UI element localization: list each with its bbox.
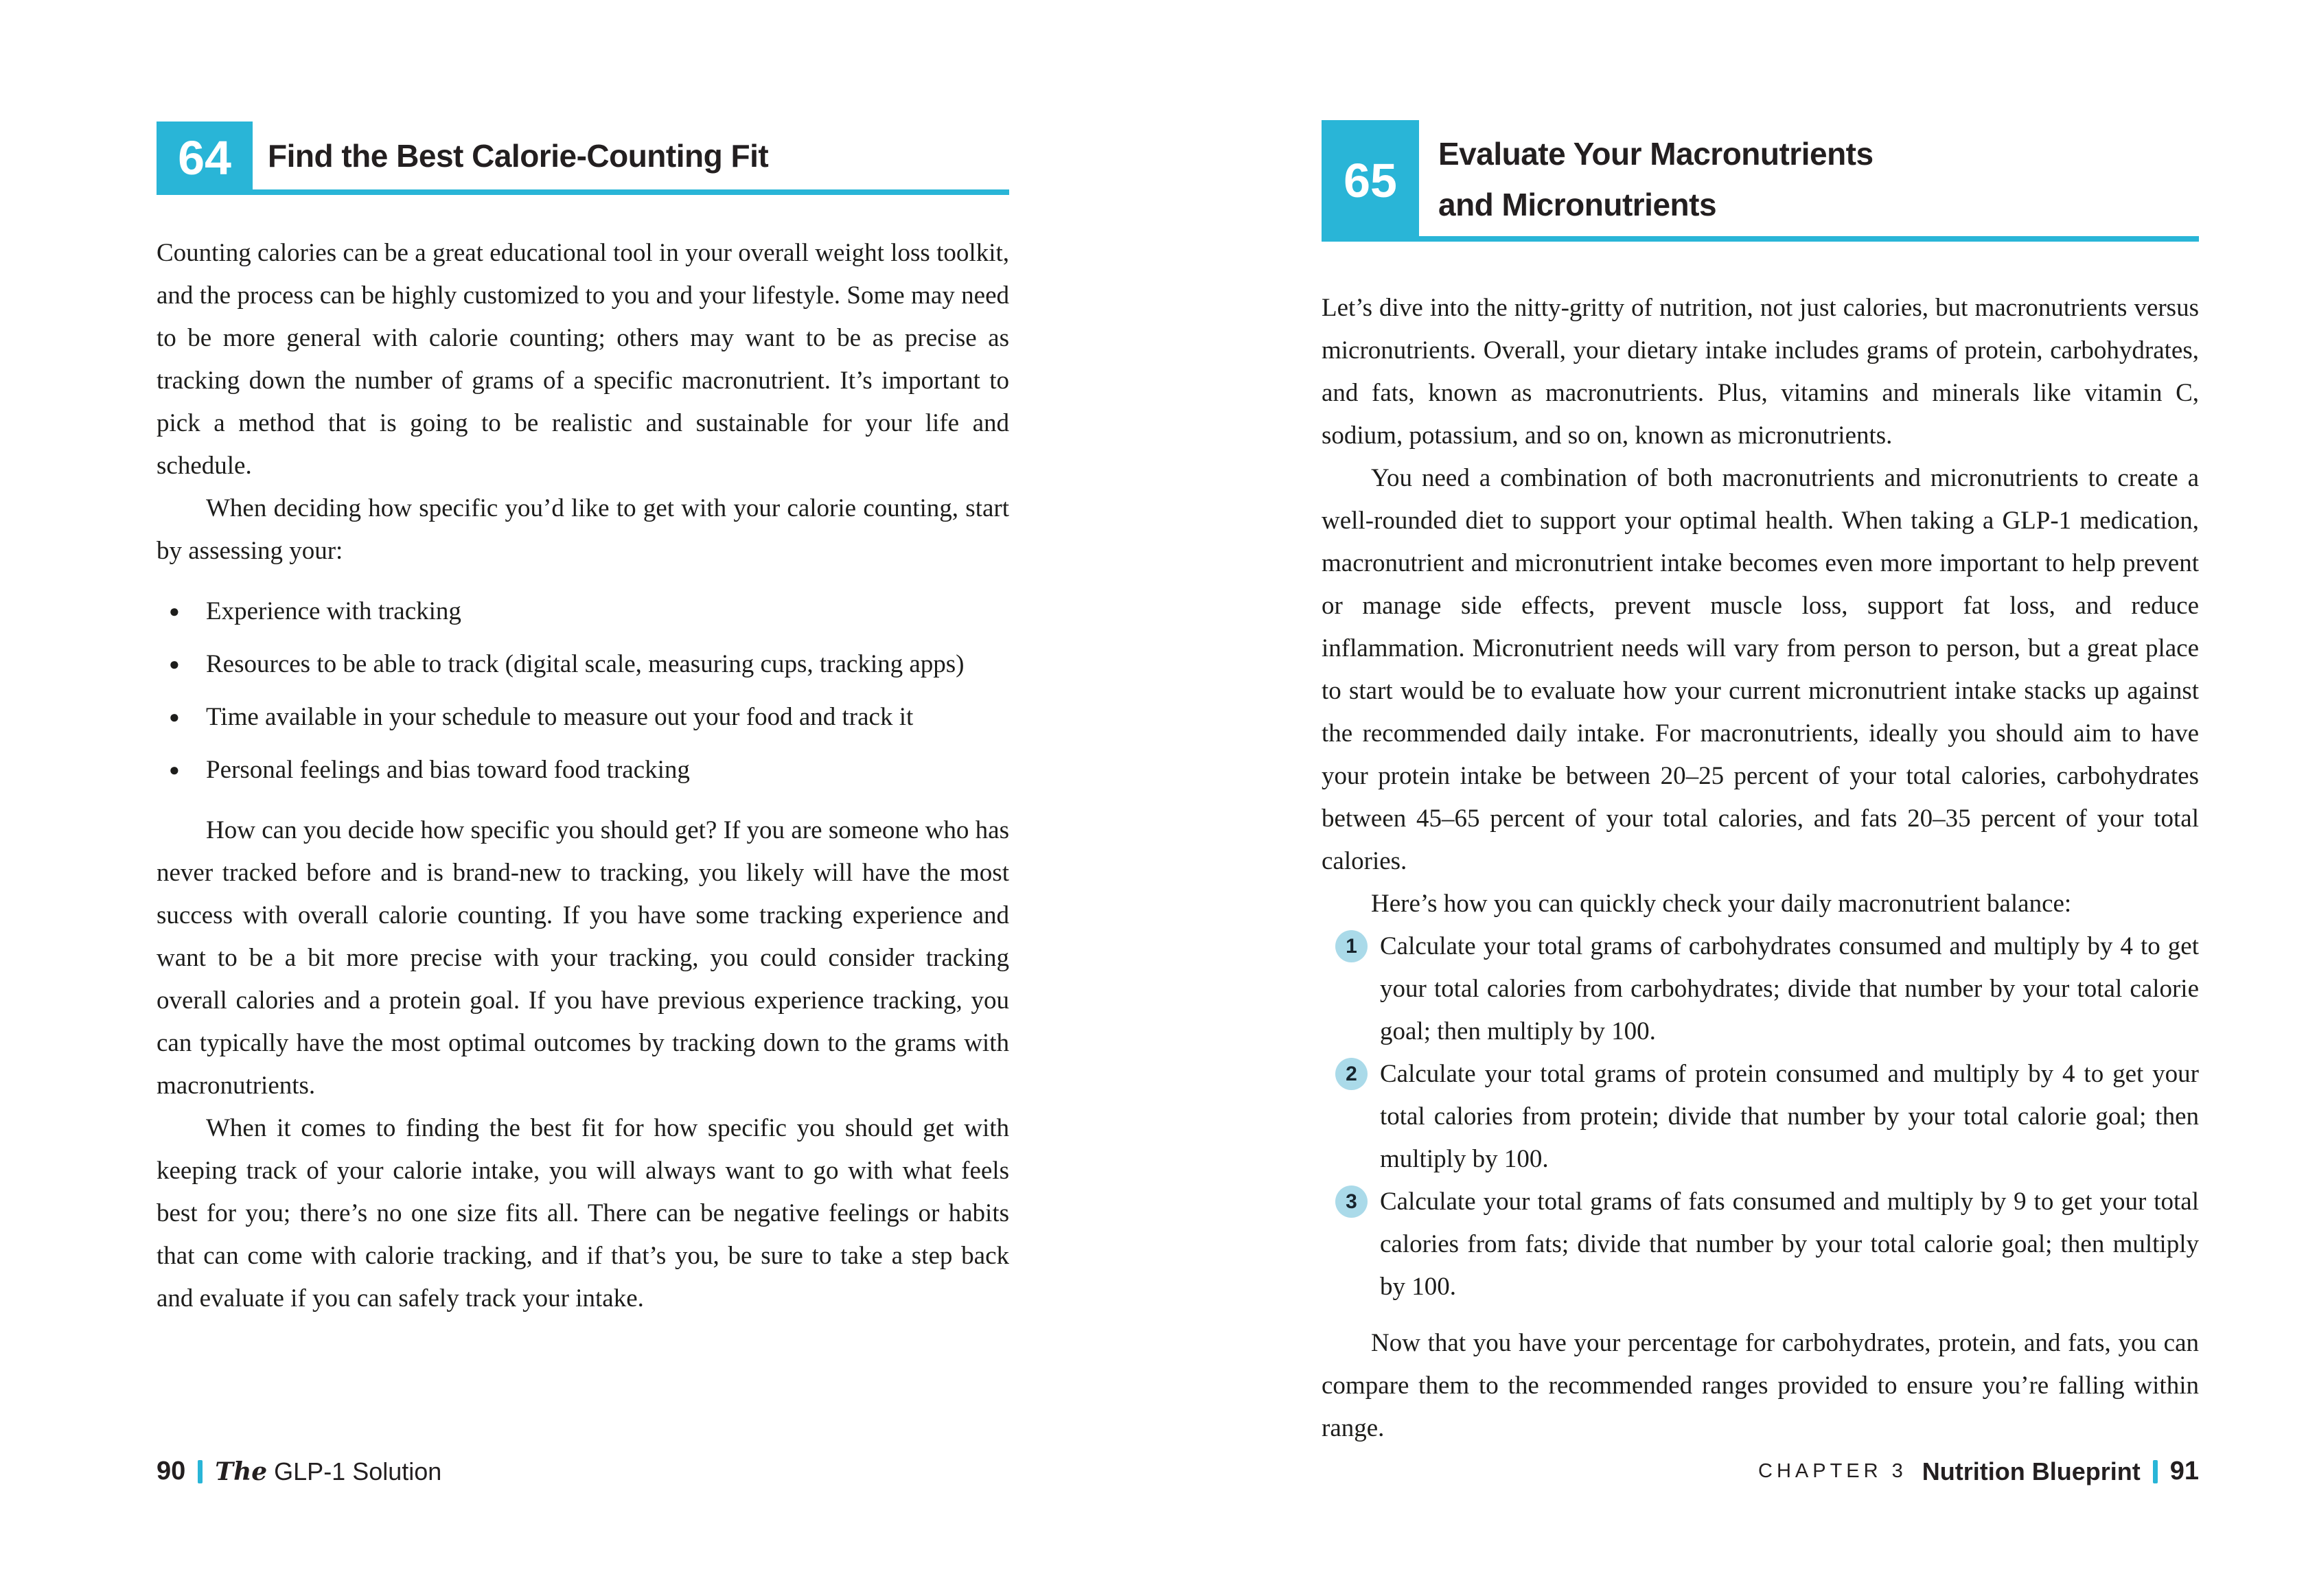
left-section-header: [157, 122, 1009, 194]
bullet-dot-icon: ●: [169, 760, 180, 780]
right-paragraph-2: You need a combination of both macronutrients and micronutrients to create a well-rounded diet to support your optimal health. When taking a GLP-1 medication, macronutrient and micronutrient intake becomes even more important to help prevent or manage side effects, prevent muscle loss, support fat loss, and reduce inflammation. Micronutrient needs will vary from person to person, but a great place to start would be to evaluate how your current micronutrient intake stacks up against the recommended daily intake. For macronutrients, ideally you should aim to have your protein intake be between 20–25 percent of your total calories, carbohydrates between 45–65 percent of your total calories, and fats 20–35 percent of your total calories.: [1322, 464, 2199, 875]
right-section-header: [1322, 120, 2199, 241]
book-title: GLP-1 Solution: [274, 1457, 442, 1485]
bullet-item-text: Personal feelings and bias toward food tracking: [206, 756, 690, 784]
bullet-dot-icon: ●: [169, 654, 180, 674]
right-section-number: 65: [1344, 154, 1397, 207]
right-section-title-line2: and Micronutrients: [1438, 187, 1717, 222]
right-section-title: [1438, 128, 1874, 230]
step-item-text: Calculate your total grams of protein consumed and multiply by 4 to get your total calories from protein; divide that number by your total calorie goal; then multiply by 100.: [1380, 1060, 2199, 1173]
footer-separator-bar: [2153, 1460, 2158, 1483]
right-paragraph-1: Let’s dive into the nitty-gritty of nutrition, not just calories, but macronutrients versus micronutrients. Overall, your dietary intake includes grams of protein, carbohydrates, and fats, known as macronutrients. Plus, vitamins and minerals like vitamin C, sodium, potassium, and so on, known as micronutrients.: [1322, 294, 2199, 450]
bullet-item-time: [157, 696, 1009, 739]
step-number-badge: 2: [1335, 1058, 1368, 1090]
right-page-footer: [1758, 1457, 2199, 1486]
right-section-title-line1: Evaluate Your Macronutrients: [1438, 136, 1874, 172]
bullet-item-experience: [157, 590, 1009, 633]
step-number-badge: 1: [1335, 930, 1368, 962]
bullet-item-text: Experience with tracking: [206, 597, 461, 625]
step-item-text: Calculate your total grams of carbohydrates consumed and multiply by 4 to get your total calories from carbohydrates; divide that number by your total calorie goal; then multiply by 100.: [1380, 932, 2199, 1045]
chapter-title: Nutrition Blueprint: [1922, 1457, 2141, 1485]
book-title-the: The: [215, 1457, 268, 1486]
left-section-number-box: [157, 122, 253, 194]
bullet-dot-icon: ●: [169, 707, 180, 727]
left-paragraph-1: Counting calories can be a great educational tool in your overall weight loss toolkit, and the process can be highly customized to you and your lifestyle. Some may need to be more general with calorie counting; others may want to be as precise as tracking down the number of grams of a specific macronutrient. It’s important to pick a method that is going to be realistic and sustainable for your life and schedule.: [157, 239, 1009, 480]
right-section-number-box: [1322, 120, 1419, 241]
bullet-item-feelings: [157, 749, 1009, 791]
step-item-protein: [1322, 1053, 2199, 1181]
left-paragraph-4: When it comes to finding the best fit for how specific you should get with keeping track of your calorie intake, you will always want to go with what feels best for you; there’s no one size fits all. There can be negative feelings or habits that can come with calorie tracking, and if that’s you, be sure to take a step back and evaluate if you can safely track your intake.: [157, 1114, 1009, 1312]
left-section-number: 64: [178, 131, 231, 185]
assessment-bullet-list: [157, 590, 1009, 791]
left-header-rule: [157, 189, 1009, 195]
step-item-carbohydrates: [1322, 925, 2199, 1053]
right-header-rule: [1322, 236, 2199, 242]
step-item-fats: [1322, 1181, 2199, 1308]
right-body-text: [1322, 287, 2199, 1450]
left-body-text: [157, 232, 1009, 1320]
left-page-footer: [157, 1457, 441, 1486]
right-page: [1322, 0, 2199, 1596]
steps-intro: Here’s how you can quickly check your daily macronutrient balance:: [1371, 890, 2072, 918]
left-section-title: Find the Best Calorie-Counting Fit: [268, 138, 769, 174]
right-closing-paragraph: Now that you have your percentage for carbohydrates, protein, and fats, you can compare them to the recommended ranges provided to ensure you’re falling within range.: [1322, 1329, 2199, 1442]
macro-check-steps: [1322, 925, 2199, 1308]
step-item-text: Calculate your total grams of fats consumed and multiply by 9 to get your total calories from fats; divide that number by your total calorie goal; then multiply by 100.: [1380, 1188, 2199, 1301]
chapter-label: CHAPTER 3: [1758, 1460, 1907, 1482]
right-page-number: 91: [2169, 1457, 2199, 1485]
left-page: [157, 0, 1009, 1596]
left-paragraph-2: When deciding how specific you’d like to get with your calorie counting, start by assessing your:: [157, 494, 1009, 565]
bullet-item-resources: [157, 643, 1009, 686]
bullet-dot-icon: ●: [169, 601, 180, 621]
left-page-number: 90: [157, 1457, 186, 1485]
bullet-item-text: Resources to be able to track (digital scale, measuring cups, tracking apps): [206, 650, 965, 678]
footer-separator-bar: [198, 1460, 203, 1483]
left-paragraph-3: How can you decide how specific you should get? If you are someone who has never tracked before and is brand-new to tracking, you likely will have the most success with overall calorie counting. If you have some tracking experience and want to be a bit more precise with your tracking, you could consider tracking overall calories and a protein goal. If you have previous experience tracking, you can typically have the most optimal outcomes by tracking down to the grams with macronutrients.: [157, 816, 1009, 1100]
bullet-item-text: Time available in your schedule to measure out your food and track it: [206, 703, 914, 731]
step-number-badge: 3: [1335, 1186, 1368, 1218]
